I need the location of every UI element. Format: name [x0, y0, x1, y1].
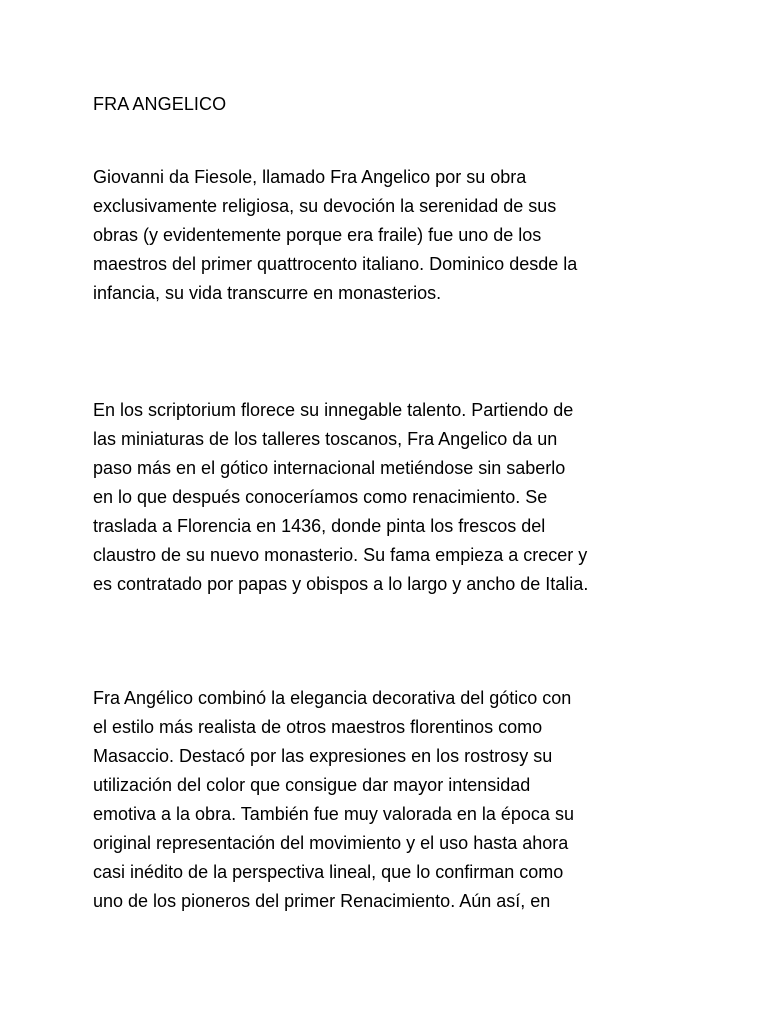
- document-title: FRA ANGELICO: [93, 94, 227, 114]
- text-line: uno de los pioneros del primer Renacimiento. Aún así, en: [93, 891, 551, 911]
- text-line: el estilo más realista de otros maestros florentinos como: [93, 717, 543, 737]
- text-line: en lo que después conoceríamos como renacimiento. Se: [93, 487, 548, 507]
- text-line: las miniaturas de los talleres toscanos, Fra Angelico da un: [93, 429, 558, 449]
- text-line: original representación del movimiento y el uso hasta ahora: [93, 833, 569, 853]
- text-line: infancia, su vida transcurre en monasterios.: [93, 283, 442, 303]
- text-line: utilización del color que consigue dar mayor intensidad: [93, 775, 531, 795]
- text-line: Fra Angélico combinó la elegancia decorativa del gótico con: [93, 688, 572, 708]
- text-line: casi inédito de la perspectiva lineal, que lo confirman como: [93, 862, 564, 882]
- paragraph-2: [93, 396, 693, 599]
- text-line: paso más en el gótico internacional metiéndose sin saberlo: [93, 458, 566, 478]
- text-line: exclusivamente religiosa, su devoción la serenidad de sus: [93, 196, 557, 216]
- text-line: obras (y evidentemente porque era fraile) fue uno de los: [93, 225, 542, 245]
- text-line: traslada a Florencia en 1436, donde pinta los frescos del: [93, 516, 546, 536]
- text-line: Giovanni da Fiesole, llamado Fra Angelico por su obra: [93, 167, 527, 187]
- text-line: emotiva a la obra. También fue muy valorada en la época su: [93, 804, 574, 824]
- text-line: claustro de su nuevo monasterio. Su fama empieza a crecer y: [93, 545, 588, 565]
- paragraph-3: [93, 684, 693, 916]
- paragraph-1: [93, 163, 693, 308]
- text-line: maestros del primer quattrocento italiano. Dominico desde la: [93, 254, 578, 274]
- text-line: En los scriptorium florece su innegable talento. Partiendo de: [93, 400, 574, 420]
- text-line: es contratado por papas y obispos a lo largo y ancho de Italia.: [93, 574, 589, 594]
- text-line: Masaccio. Destacó por las expresiones en los rostrosy su: [93, 746, 553, 766]
